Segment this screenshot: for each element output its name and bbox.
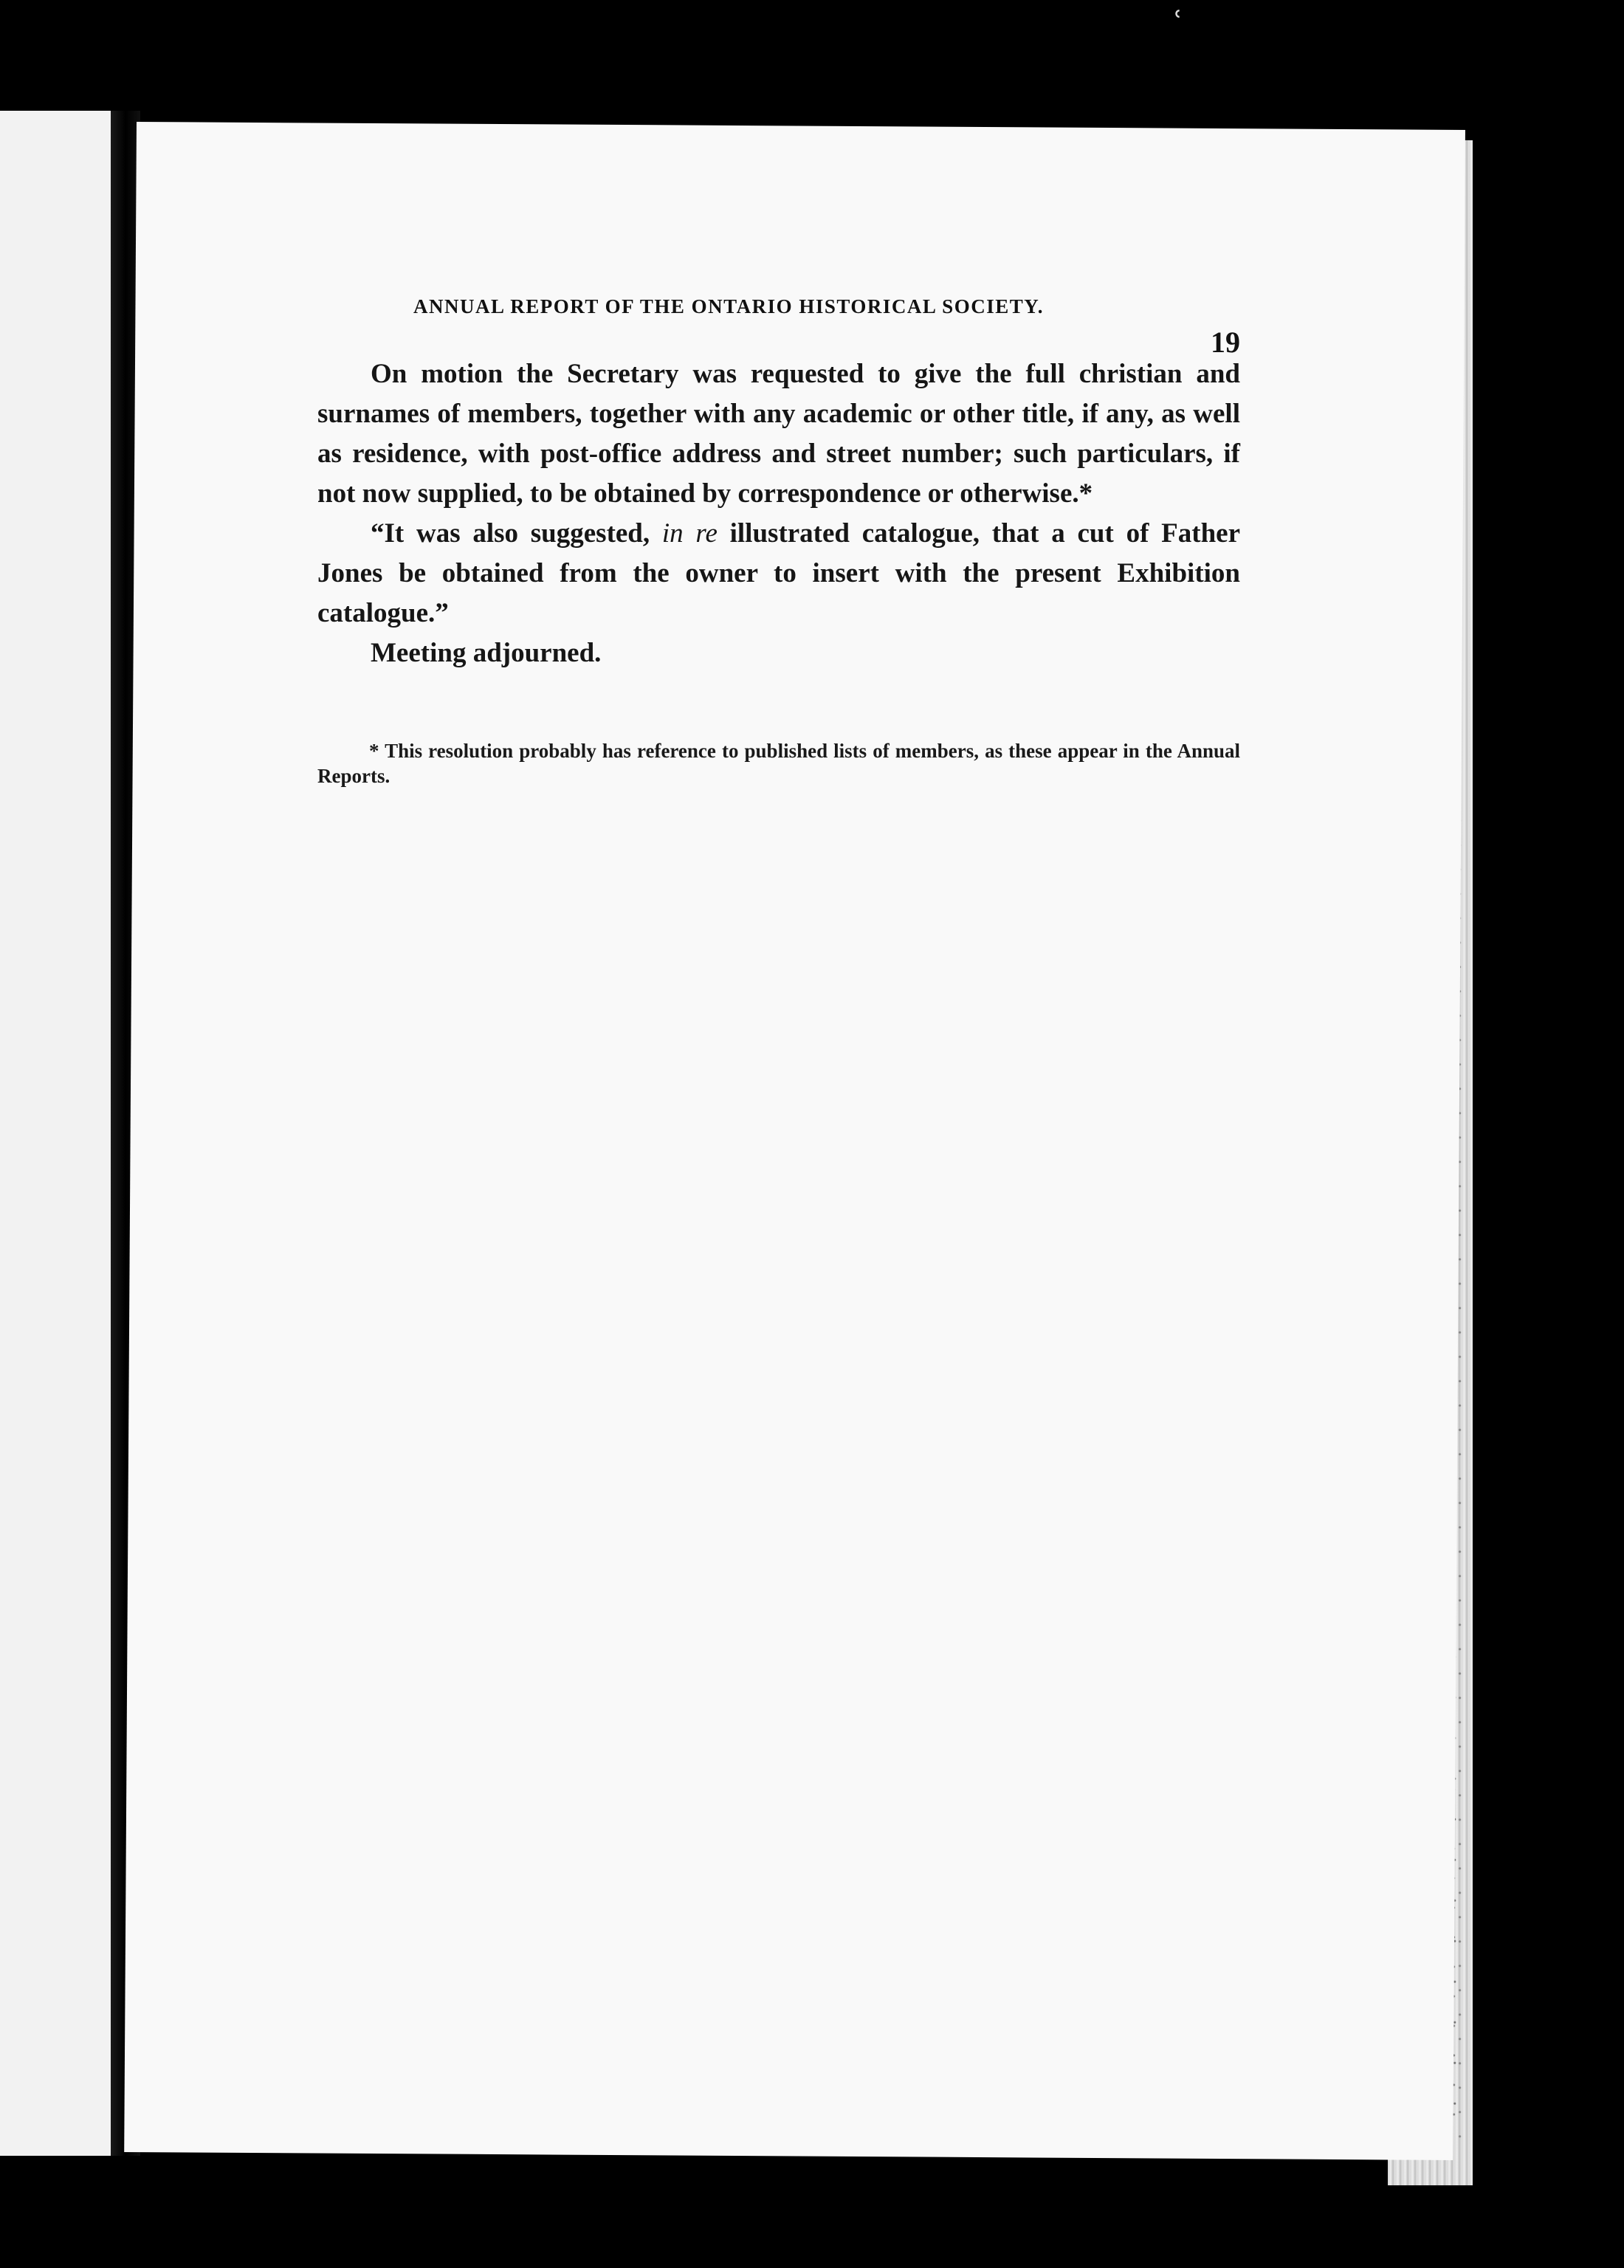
paragraph	[317, 633, 1240, 673]
footnote	[317, 738, 1240, 788]
body-text	[317, 354, 1240, 673]
page-number: 19	[1211, 326, 1240, 359]
footnote-text: * This resolution probably has reference to published lists of members, as these appear in the Annual Reports.	[317, 740, 1240, 787]
paragraph	[317, 514, 1240, 633]
italic-phrase: in re	[661, 518, 718, 549]
paragraph	[317, 354, 1240, 514]
running-head: ANNUAL REPORT OF THE ONTARIO HISTORICAL SOCIETY.	[413, 295, 1044, 317]
scan-mark-icon: ʿ	[1174, 6, 1183, 40]
paragraph-text: On motion the Secretary was requested to give the full christian and surnames of members, together with any academic or other title, if any, as well as residence, with post-office address and street number; such particulars, if not now supplied, to be obtained by correspondence or otherwise.*	[317, 359, 1240, 509]
facing-page-edge	[0, 111, 111, 2156]
paragraph-text: “It was also suggested,	[371, 518, 662, 549]
paragraph-text: Meeting adjourned.	[371, 638, 602, 668]
paragraph-text: illustrated catalogue, that a cut of Father Jones be obtained from the owner to insert with the present Exhibition catalogue.”	[317, 518, 1240, 628]
